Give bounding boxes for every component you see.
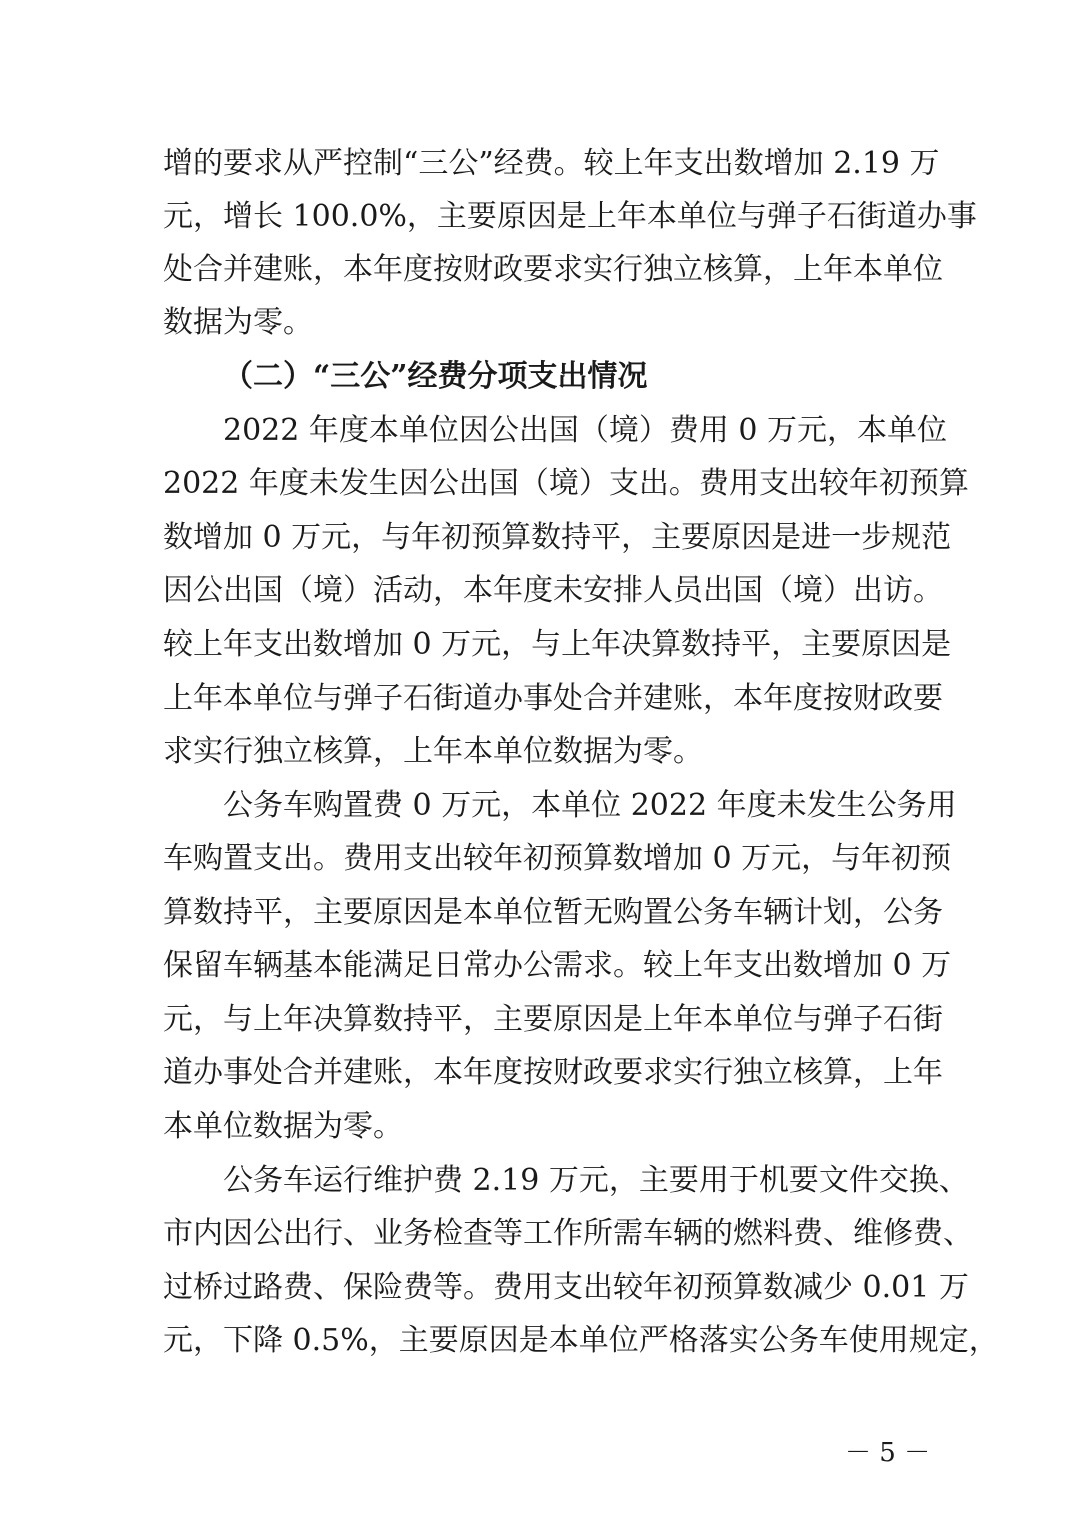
paragraph-line: 求实行独立核算，上年本单位数据为零。 [163,734,703,769]
paragraph-line: 元，与上年决算数持平，主要原因是上年本单位与弹子石街 [163,1002,943,1037]
paragraph-line: 公务车购置费 0 万元，本单位 2022 年度未发生公务用 [223,788,957,823]
paragraph-line: 上年本单位与弹子石街道办事处合并建账，本年度按财政要 [163,681,943,716]
paragraph-line: 道办事处合并建账，本年度按财政要求实行独立核算，上年 [163,1055,943,1090]
paragraph-line: 较上年支出数增加 0 万元，与上年决算数持平，主要原因是 [163,627,952,662]
paragraph-line: 元，增长 100.0%，主要原因是上年本单位与弹子石街道办事 [163,199,977,234]
paragraph-line: 数据为零。 [163,305,313,340]
paragraph-line: 算数持平，主要原因是本单位暂无购置公务车辆计划，公务 [163,895,943,930]
paragraph-line: 数增加 0 万元，与年初预算数持平，主要原因是进一步规范 [163,520,952,555]
paragraph-line: 保留车辆基本能满足日常办公需求。较上年支出数增加 0 万 [163,948,952,983]
paragraph-line: 因公出国（境）活动，本年度未安排人员出国（境）出访。 [163,573,943,608]
paragraph-line: 公务车运行维护费 2.19 万元，主要用于机要文件交换、 [223,1163,969,1198]
paragraph-line: 元，下降 0.5%，主要原因是本单位严格落实公务车使用规定， [163,1323,999,1358]
paragraph-line: 过桥过路费、保险费等。费用支出较年初预算数减少 0.01 万 [163,1270,969,1305]
paragraph-line: 2022 年度本单位因公出国（境）费用 0 万元，本单位 [223,413,948,448]
paragraph-line: 增的要求从严控制“三公”经费。较上年支出数增加 2.19 万 [163,146,940,181]
paragraph-line: 车购置支出。费用支出较年初预算数增加 0 万元，与年初预 [163,841,952,876]
paragraph-line: 处合并建账，本年度按财政要求实行独立核算，上年本单位 [163,252,943,287]
paragraph-line: 2022 年度未发生因公出国（境）支出。费用支出较年初预算 [163,466,969,501]
page-number: － 5 － [845,1438,931,1468]
paragraph-line: 本单位数据为零。 [163,1109,403,1144]
paragraph-line: 市内因公出行、业务检查等工作所需车辆的燃料费、维修费、 [163,1216,973,1251]
section-heading: （二）“三公”经费分项支出情况 [223,359,648,394]
